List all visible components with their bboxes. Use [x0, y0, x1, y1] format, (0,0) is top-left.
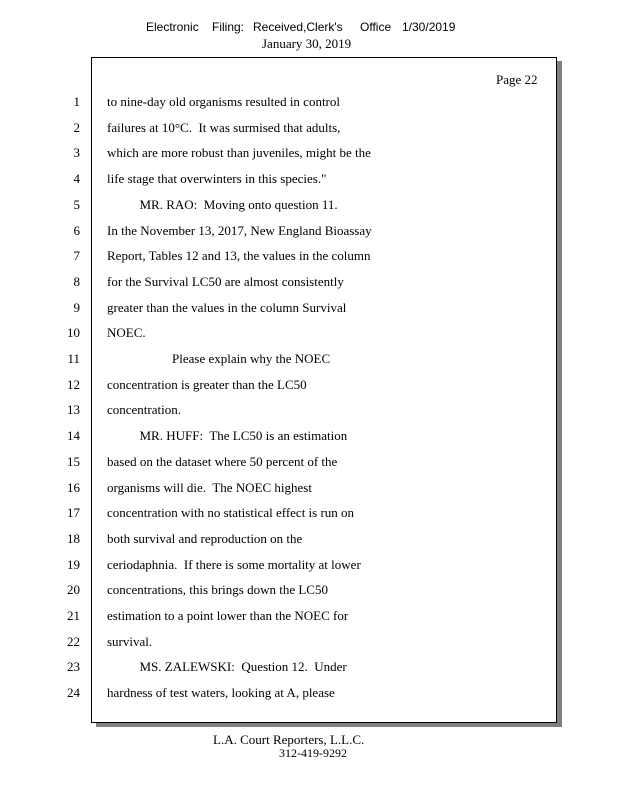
- line-number: 6: [73, 223, 80, 238]
- footer-phone: 312-419-9292: [279, 746, 347, 760]
- line-number: 15: [67, 454, 80, 469]
- stamp-date: 1/30/2019: [402, 20, 456, 34]
- line-number: 1: [73, 94, 80, 109]
- line-number: 20: [67, 582, 80, 597]
- stamp-filing: Filing:: [212, 20, 245, 34]
- line-text: based on the dataset where 50 percent of the: [107, 454, 338, 469]
- line-text: concentration.: [107, 402, 181, 417]
- stamp-office: Office: [360, 20, 392, 34]
- line-text: life stage that overwinters in this species.": [107, 171, 327, 186]
- line-text: In the November 13, 2017, New England Bioassay: [107, 223, 372, 238]
- line-number: 10: [67, 325, 80, 340]
- line-number: 11: [67, 351, 80, 366]
- line-text: Please explain why the NOEC: [107, 351, 331, 366]
- line-number: 17: [67, 505, 80, 520]
- line-number: 16: [67, 480, 80, 495]
- line-text: failures at 10°C. It was surmised that adults,: [107, 120, 341, 135]
- line-number: 4: [73, 171, 80, 186]
- line-text: concentrations, this brings down the LC50: [107, 582, 328, 597]
- line-text: greater than the values in the column Survival: [107, 300, 347, 315]
- line-text: for the Survival LC50 are almost consistently: [107, 274, 344, 289]
- line-text: survival.: [107, 634, 153, 649]
- line-number: 22: [67, 634, 80, 649]
- line-text: MS. ZALEWSKI: Question 12. Under: [107, 659, 347, 674]
- line-text: ceriodaphnia. If there is some mortality at lower: [107, 557, 361, 572]
- line-number: 2: [73, 120, 80, 135]
- line-text: MR. RAO: Moving onto question 11.: [107, 197, 338, 212]
- page-number: Page 22: [496, 72, 538, 87]
- line-number: 9: [73, 300, 80, 315]
- line-text: organisms will die. The NOEC highest: [107, 480, 312, 495]
- stamp-electronic: Electronic: [146, 20, 199, 34]
- filed-date: January 30, 2019: [262, 36, 352, 51]
- stamp-received: Received,Clerk's: [253, 20, 343, 34]
- line-number: 5: [73, 197, 80, 212]
- line-number: 12: [67, 377, 80, 392]
- line-number: 23: [67, 659, 80, 674]
- line-number: 21: [67, 608, 80, 623]
- line-number: 24: [67, 685, 80, 700]
- footer-company: L.A. Court Reporters, L.L.C.: [213, 732, 365, 747]
- line-number: 7: [73, 248, 80, 263]
- line-number: 19: [67, 557, 80, 572]
- line-text: both survival and reproduction on the: [107, 531, 303, 546]
- line-text: NOEC.: [107, 325, 146, 340]
- line-text: MR. HUFF: The LC50 is an estimation: [107, 428, 348, 443]
- line-text: Report, Tables 12 and 13, the values in the column: [107, 248, 371, 263]
- line-text: concentration with no statistical effect is run on: [107, 505, 355, 520]
- line-text: concentration is greater than the LC50: [107, 377, 307, 392]
- line-number: 14: [67, 428, 80, 443]
- line-number: 13: [67, 402, 80, 417]
- line-number: 3: [73, 145, 80, 160]
- line-number: 8: [73, 274, 80, 289]
- line-text: hardness of test waters, looking at A, please: [107, 685, 335, 700]
- line-number: 18: [67, 531, 80, 546]
- line-text: estimation to a point lower than the NOEC for: [107, 608, 349, 623]
- line-text: to nine-day old organisms resulted in control: [107, 94, 340, 109]
- line-text: which are more robust than juveniles, might be the: [107, 145, 371, 160]
